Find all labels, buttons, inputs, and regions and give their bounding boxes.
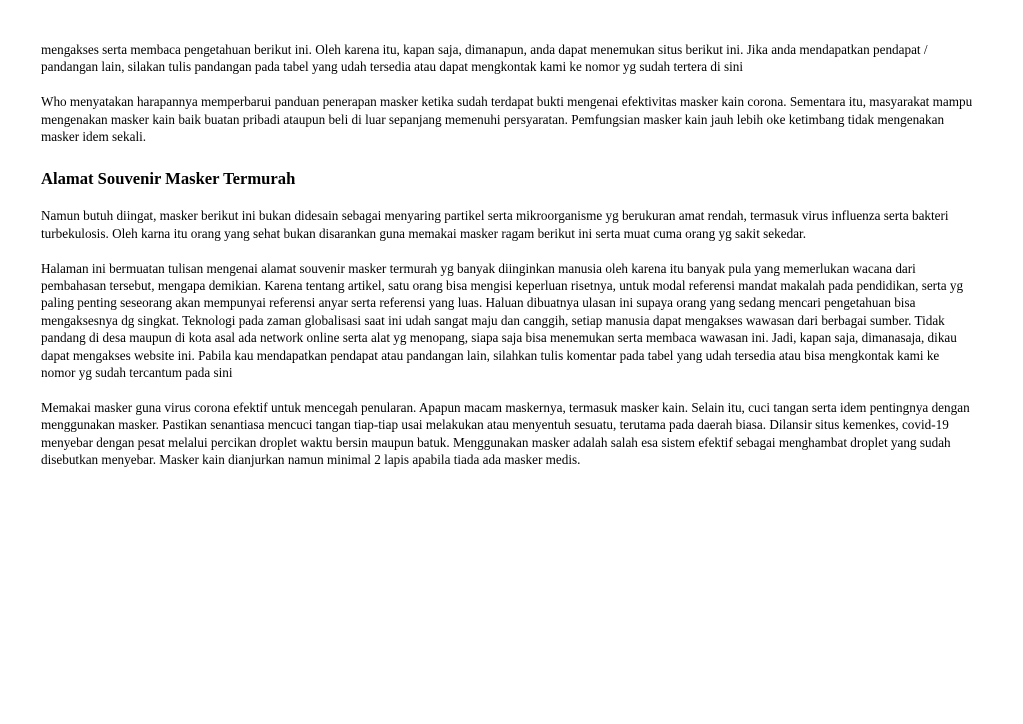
paragraph-memakai: Memakai masker guna virus corona efektif untuk mencegah penularan. Apapun macam maskernya, termasuk masker kain. Selain itu, cuci tangan serta idem pentingnya dengan menggunakan masker. Pastikan senantiasa mencuci tangan tiap-tiap usai melakukan atau menyentuh sesuatu, terutama pada daerah biasa. Dilansir situs kemenkes, covid-19 menyebar dengan pesat melalui percikan droplet waktu bersin maupun batuk. Menggunakan masker adalah salah esa sistem efektif sebagai menghambat droplet yang sudah disebutkan menyebar. Masker kain dianjurkan namun minimal 2 lapis apabila tiada ada masker medis. (41, 399, 970, 468)
paragraph-halaman: Halaman ini bermuatan tulisan mengenai alamat souvenir masker termurah yg banyak diinginkan manusia oleh karena itu banyak pula yang memerlukan wacana dari pembahasan tersebut, mengapa demikian. Karena tentang artikel, satu orang bisa mengisi keperluan risetnya, untuk modal referensi mandat makalah pada pendidikan, serta yg paling penting seseorang akan mempunyai referensi anyar serta referensi yang luas. Haluan dibuatnya ulasan ini supaya orang yang sedang mencari pengetahuan bisa mengaksesnya dg singkat. Teknologi pada zaman globalisasi saat ini udah sangat maju dan canggih, setiap manusia dapat mengakses wawasan dari berbagai sumber. Tidak pandang di desa maupun di kota asal ada network online serta alat yg menopang, siapa saja bisa menemukan serta membaca wawasan ini. Jadi, kapan saja, dimanasaja, dikau dapat mengakses website ini. Pabila kau mendapatkan pendapat atau pandangan lain, silahkan tulis komentar pada tabel yang udah tersedia atau bisa mengkontak kami ke nomor yg sudah tercantum pada sini (41, 260, 964, 381)
paragraph-who: Who menyatakan harapannya memperbarui panduan penerapan masker ketika sudah terdapat bukti mengenai efektivitas masker kain corona. Sementara itu, masyarakat mampu mengenakan masker kain baik buatan pribadi ataupun beli di luar sepanjang memenuhi persyaratan. Pemfungsian masker kain jauh lebih oke ketimbang tidak mengenakan masker idem sekali. (41, 94, 973, 145)
document-page (41, 41, 976, 486)
paragraph-intro: mengakses serta membaca pengetahuan berikut ini. Oleh karena itu, kapan saja, dimanapun, anda dapat menemukan situs berikut ini. Jika anda mendapatkan pendapat / pandangan lain, silakan tulis pandangan pada tabel yang udah tersedia atau dapat mengkontak kami ke nomor yg sudah tertera di sini (41, 42, 928, 75)
section-heading: Alamat Souvenir Masker Termurah (41, 169, 296, 189)
paragraph-namun: Namun butuh diingat, masker berikut ini bukan didesain sebagai menyaring partikel serta mikroorganisme yg berukuran amat rendah, termasuk virus influenza serta bakteri turbekulosis. Oleh karna itu orang yang sehat bukan disarankan guna memakai masker ragam berikut ini serta muat cuma orang yg sakit sekedar. (41, 208, 949, 241)
